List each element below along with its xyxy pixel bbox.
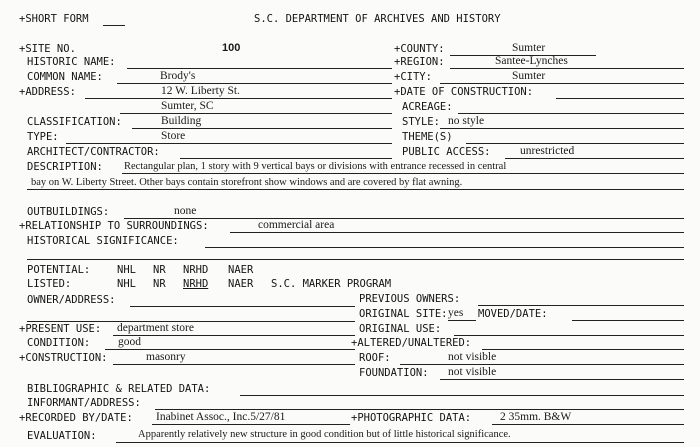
acreage-label: ACREAGE: xyxy=(402,101,453,113)
informant-line[interactable] xyxy=(155,409,684,410)
outbuildings-line xyxy=(124,218,684,219)
type-label: TYPE: xyxy=(27,131,59,143)
address-label: +ADDRESS: xyxy=(19,86,76,98)
historical-significance-label: HISTORICAL SIGNIFICANCE: xyxy=(27,235,179,247)
roof-label: ROOF: xyxy=(359,352,391,364)
type-line xyxy=(66,143,392,144)
city-line xyxy=(440,83,684,84)
condition-line xyxy=(105,349,355,350)
construction-line xyxy=(113,364,355,365)
classification-label: CLASSIFICATION: xyxy=(27,116,122,128)
original-site-value[interactable]: yes xyxy=(448,307,464,319)
moved-date-label: MOVED/DATE: xyxy=(478,308,548,320)
classification-value[interactable]: Building xyxy=(161,115,202,127)
historical-significance-line-1[interactable] xyxy=(205,247,684,248)
themes-label: THEME(S) xyxy=(402,131,453,143)
recorded-by-label: +RECORDED BY/DATE: xyxy=(19,412,133,424)
form-title: S.C. DEPARTMENT OF ARCHIVES AND HISTORY xyxy=(254,13,501,25)
listed-nrhd[interactable]: NRHD xyxy=(183,278,209,290)
city-value[interactable]: Sumter xyxy=(512,70,546,82)
architect-line[interactable] xyxy=(180,158,392,159)
address-line-1 xyxy=(85,98,392,99)
evaluation-label: EVALUATION: xyxy=(27,430,97,442)
short-form-line[interactable] xyxy=(103,25,125,26)
city-label: +CITY: xyxy=(394,71,432,83)
owner-address-line[interactable] xyxy=(130,306,355,307)
photographic-data-label: +PHOTOGRAPHIC DATA: xyxy=(351,412,472,424)
style-value[interactable]: no style xyxy=(448,115,485,127)
themes-line[interactable] xyxy=(466,143,684,144)
description-rule-2 xyxy=(27,189,684,190)
county-label: +COUNTY: xyxy=(394,43,445,55)
listed-naer[interactable]: NAER xyxy=(228,278,254,290)
classification-line xyxy=(132,128,392,129)
listed-label: LISTED: xyxy=(27,278,72,290)
present-use-line xyxy=(113,335,355,336)
evaluation-value[interactable]: Apparently relatively new structure in good condition but of little historical significance. xyxy=(138,429,511,440)
historic-name-label: HISTORIC NAME: xyxy=(27,56,116,68)
original-site-label: ORIGINAL SITE: xyxy=(359,308,448,320)
construction-value[interactable]: masonry xyxy=(146,351,186,363)
construction-label: +CONSTRUCTION: xyxy=(19,352,108,364)
condition-label: CONDITION: xyxy=(27,337,91,349)
bibliographic-line[interactable] xyxy=(240,395,684,396)
outbuildings-label: OUTBUILDINGS: xyxy=(27,206,110,218)
photographic-data-line xyxy=(492,424,684,425)
relationship-value[interactable]: commercial area xyxy=(258,219,335,231)
date-of-construction-line[interactable] xyxy=(556,98,684,99)
site-no-label: +SITE NO. xyxy=(19,43,76,55)
bibliographic-label: BIBLIOGRAPHIC & RELATED DATA: xyxy=(27,383,211,395)
owner-address-label: OWNER/ADDRESS: xyxy=(27,294,116,306)
region-line xyxy=(450,68,684,69)
original-site-line xyxy=(448,320,476,321)
short-form-label: +SHORT FORM xyxy=(19,13,89,25)
evaluation-line xyxy=(116,442,684,443)
description-rule-1 xyxy=(122,173,684,174)
listed-nr[interactable]: NR xyxy=(153,278,166,290)
site-no-value[interactable]: 100 xyxy=(222,42,241,54)
previous-owners-line[interactable] xyxy=(478,305,684,306)
condition-value[interactable]: good xyxy=(118,336,141,348)
foundation-value[interactable]: not visible xyxy=(448,366,497,378)
public-access-line xyxy=(505,158,684,159)
potential-nhl[interactable]: NHL xyxy=(117,264,136,276)
roof-value[interactable]: not visible xyxy=(448,351,497,363)
common-name-line xyxy=(117,83,392,84)
potential-label: POTENTIAL: xyxy=(27,264,91,276)
address-value-line2[interactable]: Sumter, SC xyxy=(161,100,214,112)
date-of-construction-label: +DATE OF CONSTRUCTION: xyxy=(394,86,534,98)
description-line-2[interactable]: bay on W. Liberty Street. Other bays contain storefront show windows and are covered by flat awning. xyxy=(31,177,463,188)
potential-nr[interactable]: NR xyxy=(153,264,166,276)
original-use-line[interactable] xyxy=(454,335,684,336)
public-access-label: PUBLIC ACCESS: xyxy=(402,146,491,158)
moved-date-line[interactable] xyxy=(572,320,684,321)
informant-label: INFORMANT/ADDRESS: xyxy=(27,397,141,409)
present-use-value[interactable]: department store xyxy=(117,322,194,334)
acreage-line[interactable] xyxy=(458,113,684,114)
altered-unaltered-line[interactable] xyxy=(482,349,684,350)
region-value[interactable]: Santee-Lynches xyxy=(495,55,568,67)
description-label: DESCRIPTION: xyxy=(27,161,103,173)
relationship-label: +RELATIONSHIP TO SURROUNDINGS: xyxy=(19,220,209,232)
sc-marker-program-label: S.C. MARKER PROGRAM xyxy=(271,278,392,290)
relationship-line xyxy=(230,232,684,233)
present-use-label: +PRESENT USE: xyxy=(19,323,102,335)
county-value[interactable]: Sumter xyxy=(512,42,546,54)
foundation-line xyxy=(440,379,684,380)
potential-naer[interactable]: NAER xyxy=(228,264,254,276)
type-value[interactable]: Store xyxy=(161,130,186,142)
foundation-label: FOUNDATION: xyxy=(359,367,429,379)
common-name-label: COMMON NAME: xyxy=(27,71,103,83)
region-label: +REGION: xyxy=(394,56,445,68)
style-line xyxy=(440,128,684,129)
outbuildings-value[interactable]: none xyxy=(174,205,197,217)
recorded-by-value[interactable]: Inabinet Assoc., Inc.5/27/81 xyxy=(156,411,286,423)
historical-significance-line-2 xyxy=(27,259,684,260)
style-label: STYLE: xyxy=(402,116,440,128)
previous-owners-label: PREVIOUS OWNERS: xyxy=(359,293,461,305)
listed-nhl[interactable]: NHL xyxy=(117,278,136,290)
public-access-value[interactable]: unrestricted xyxy=(520,145,575,157)
description-line-1[interactable]: Rectangular plan, 1 story with 9 vertical bays or divisions with entrance recessed in central xyxy=(124,161,507,172)
address-line-2 xyxy=(120,113,392,114)
historic-name-line[interactable] xyxy=(127,68,392,69)
address-value-line1[interactable]: 12 W. Liberty St. xyxy=(161,85,240,97)
altered-unaltered-label: +ALTERED/UNALTERED: xyxy=(351,337,472,349)
common-name-value[interactable]: Brody's xyxy=(160,70,196,82)
architect-label: ARCHITECT/CONTRACTOR: xyxy=(27,146,160,158)
photographic-data-value[interactable]: 2 35mm. B&W xyxy=(500,411,572,423)
roof-line xyxy=(400,364,684,365)
potential-nrhd[interactable]: NRHD xyxy=(183,264,209,276)
recorded-by-line xyxy=(152,424,350,425)
original-use-label: ORIGINAL USE: xyxy=(359,323,442,335)
